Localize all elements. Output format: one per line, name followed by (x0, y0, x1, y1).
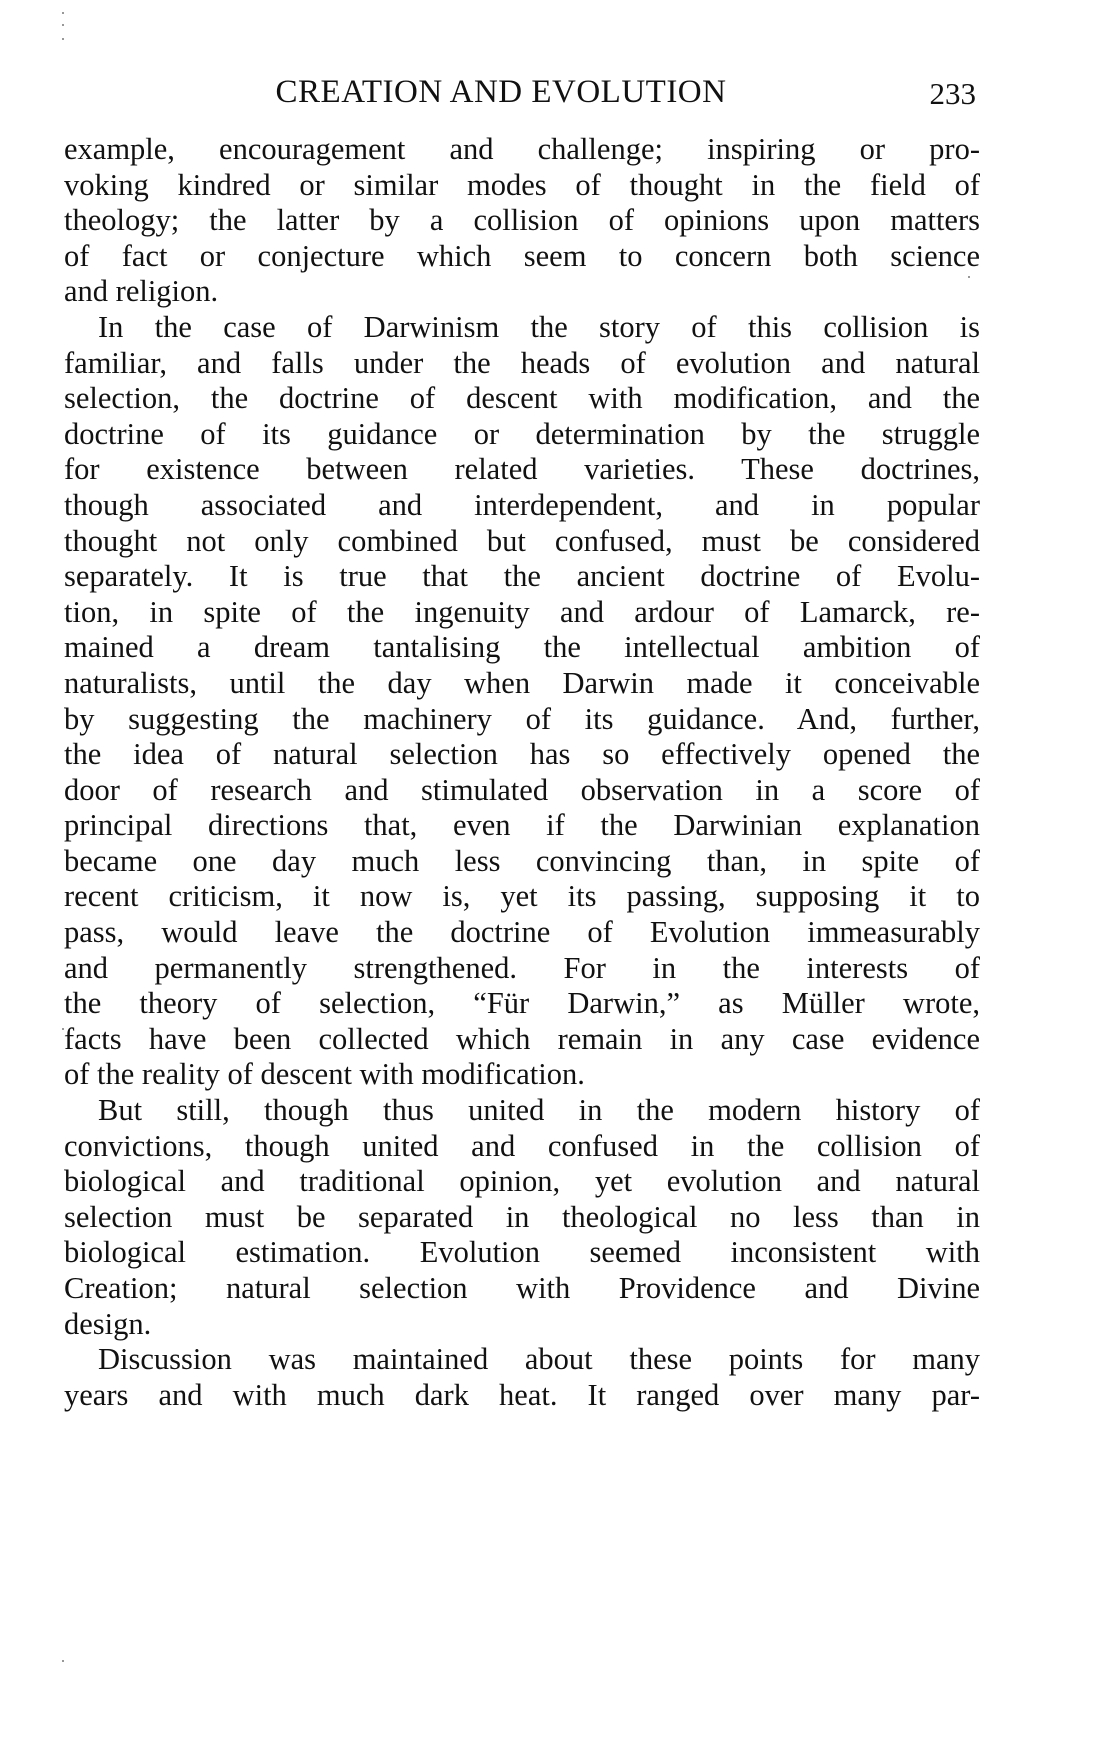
paragraph-4 (64, 1342, 980, 1413)
scan-speck (62, 1660, 64, 1662)
text-line: familiar, and falls under the heads of evolution and natural (64, 345, 980, 380)
text-line: biological and traditional opinion, yet evolution and natural (64, 1164, 980, 1199)
text-line: selection must be separated in theological no less than in (64, 1199, 980, 1234)
text-line: principal directions that, even if the Darwinian explanation (64, 808, 980, 843)
text-line: and permanently strengthened. For in the interests of (64, 950, 980, 985)
text-line: voking kindred or similar modes of thought in the field of (64, 167, 980, 202)
text-line: by suggesting the machinery of its guidance. And, further, (64, 701, 980, 736)
paragraph-1 (64, 132, 980, 310)
text-line: mained a dream tantalising the intellectual ambition of (64, 630, 980, 665)
text-line: for existence between related varieties. These doctrines, (64, 452, 980, 487)
running-title: CREATION AND EVOLUTION (275, 74, 727, 110)
paragraph-2 (64, 310, 980, 1093)
scan-speck (968, 276, 970, 278)
text-line: naturalists, until the day when Darwin made it conceivable (64, 665, 980, 700)
text-line: Discussion was maintained about these points for many (98, 1342, 980, 1377)
text-line: theology; the latter by a collision of opinions upon matters (64, 203, 980, 238)
text-line: thought not only combined but confused, must be considered (64, 523, 980, 558)
text-line: years and with much dark heat. It ranged over many par- (64, 1377, 980, 1412)
text-line: the idea of natural selection has so effectively opened the (64, 737, 980, 772)
scan-speck (62, 12, 64, 14)
text-line: tion, in spite of the ingenuity and ardour of Lamarck, re- (64, 594, 980, 629)
text-line: Creation; natural selection with Providence and Divine (64, 1271, 980, 1305)
page-number: 233 (929, 76, 976, 111)
text-line: But still, though thus united in the modern history of (98, 1093, 980, 1128)
text-line: door of research and stimulated observation in a score of (64, 772, 980, 807)
text-line: doctrine of its guidance or determination by the struggle (64, 416, 980, 451)
text-line: became one day much less convincing than, in spite of (64, 843, 980, 878)
text-line: example, encouragement and challenge; inspiring or pro- (64, 132, 980, 166)
running-head (66, 68, 976, 116)
text-line: of fact or conjecture which seem to concern both science (64, 238, 980, 273)
text-line: selection, the doctrine of descent with modification, and the (64, 381, 980, 416)
scan-speck (62, 38, 64, 40)
text-line: In the case of Darwinism the story of this collision is (98, 309, 980, 344)
text-line: facts have been collected which remain in any case evidence (64, 1021, 980, 1056)
text-line: separately. It is true that the ancient doctrine of Evolu- (64, 559, 980, 594)
text-line: of the reality of descent with modification. (64, 1057, 585, 1092)
text-line: convictions, though united and confused in the collision of (64, 1128, 980, 1163)
text-line: biological estimation. Evolution seemed inconsistent with (64, 1235, 980, 1270)
text-line: recent criticism, it now is, yet its passing, supposing it to (64, 879, 980, 914)
text-line: design. (64, 1306, 152, 1341)
text-line: the theory of selection, “Für Darwin,” as Müller wrote, (64, 986, 980, 1021)
paragraph-3 (64, 1093, 980, 1342)
scan-speck (62, 1028, 64, 1030)
text-line: pass, would leave the doctrine of Evolution immeasurably (64, 915, 980, 950)
text-line: though associated and interdependent, and in popular (64, 487, 980, 522)
scan-speck (62, 24, 64, 26)
text-line: and religion. (64, 274, 219, 309)
body-text (64, 132, 980, 1413)
